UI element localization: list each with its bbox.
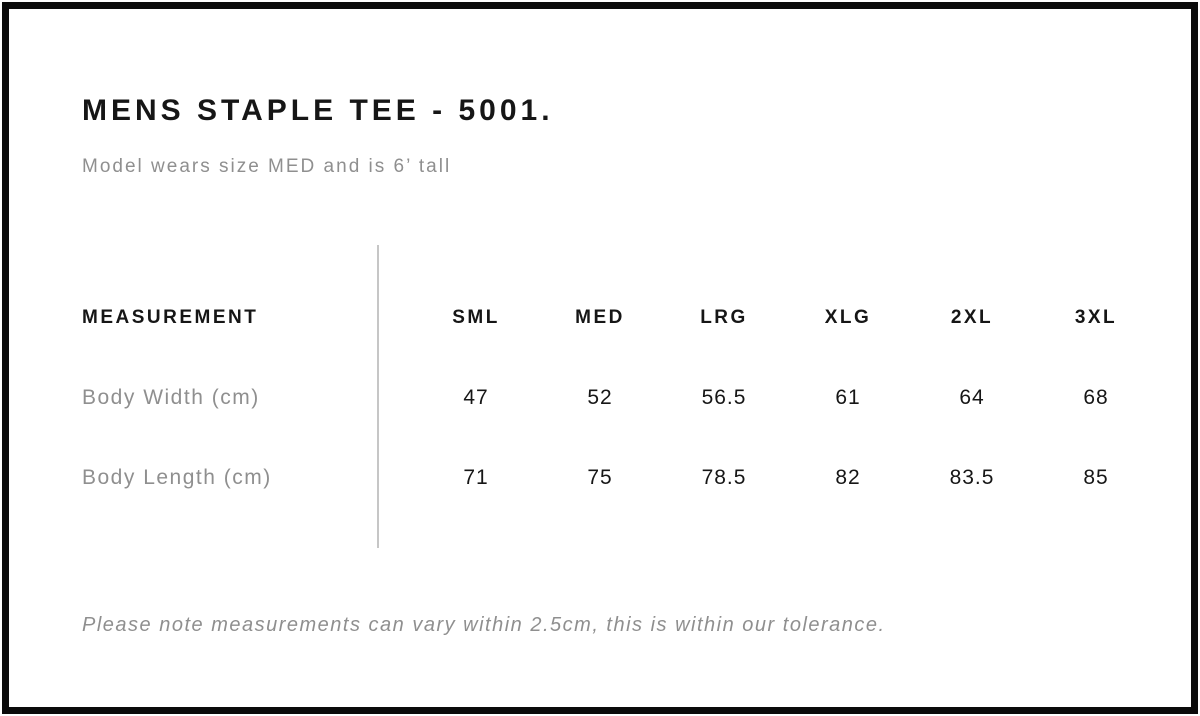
model-size-subtitle: Model wears size MED and is 6’ tall — [82, 156, 452, 177]
body-length-2xl: 83.5 — [949, 466, 995, 489]
body-width-3xl: 68 — [1083, 386, 1109, 409]
body-width-2xl: 64 — [959, 386, 985, 409]
row-label-body-width: Body Width (cm) — [82, 386, 260, 409]
column-header-lrg: LRG — [700, 307, 748, 328]
body-width-sml: 47 — [463, 386, 489, 409]
column-header-xlg: XLG — [824, 307, 872, 328]
body-width-lrg: 56.5 — [701, 386, 747, 409]
body-width-med: 52 — [587, 386, 613, 409]
column-header-3xl: 3XL — [1074, 307, 1118, 328]
body-length-med: 75 — [587, 466, 613, 489]
page-title: MENS STAPLE TEE - 5001. — [82, 94, 554, 127]
body-length-lrg: 78.5 — [701, 466, 747, 489]
column-header-med: MED — [575, 307, 625, 328]
size-table — [82, 278, 1158, 518]
measurement-column-header: MEASUREMENT — [82, 307, 259, 328]
column-header-sml: SML — [452, 307, 500, 328]
body-length-xlg: 82 — [835, 466, 861, 489]
tolerance-note: Please note measurements can vary within 2.5cm, this is within our tolerance. — [82, 614, 886, 636]
body-width-xlg: 61 — [835, 386, 861, 409]
row-label-body-length: Body Length (cm) — [82, 466, 272, 489]
body-length-sml: 71 — [463, 466, 489, 489]
column-header-2xl: 2XL — [950, 307, 994, 328]
body-length-3xl: 85 — [1083, 466, 1109, 489]
